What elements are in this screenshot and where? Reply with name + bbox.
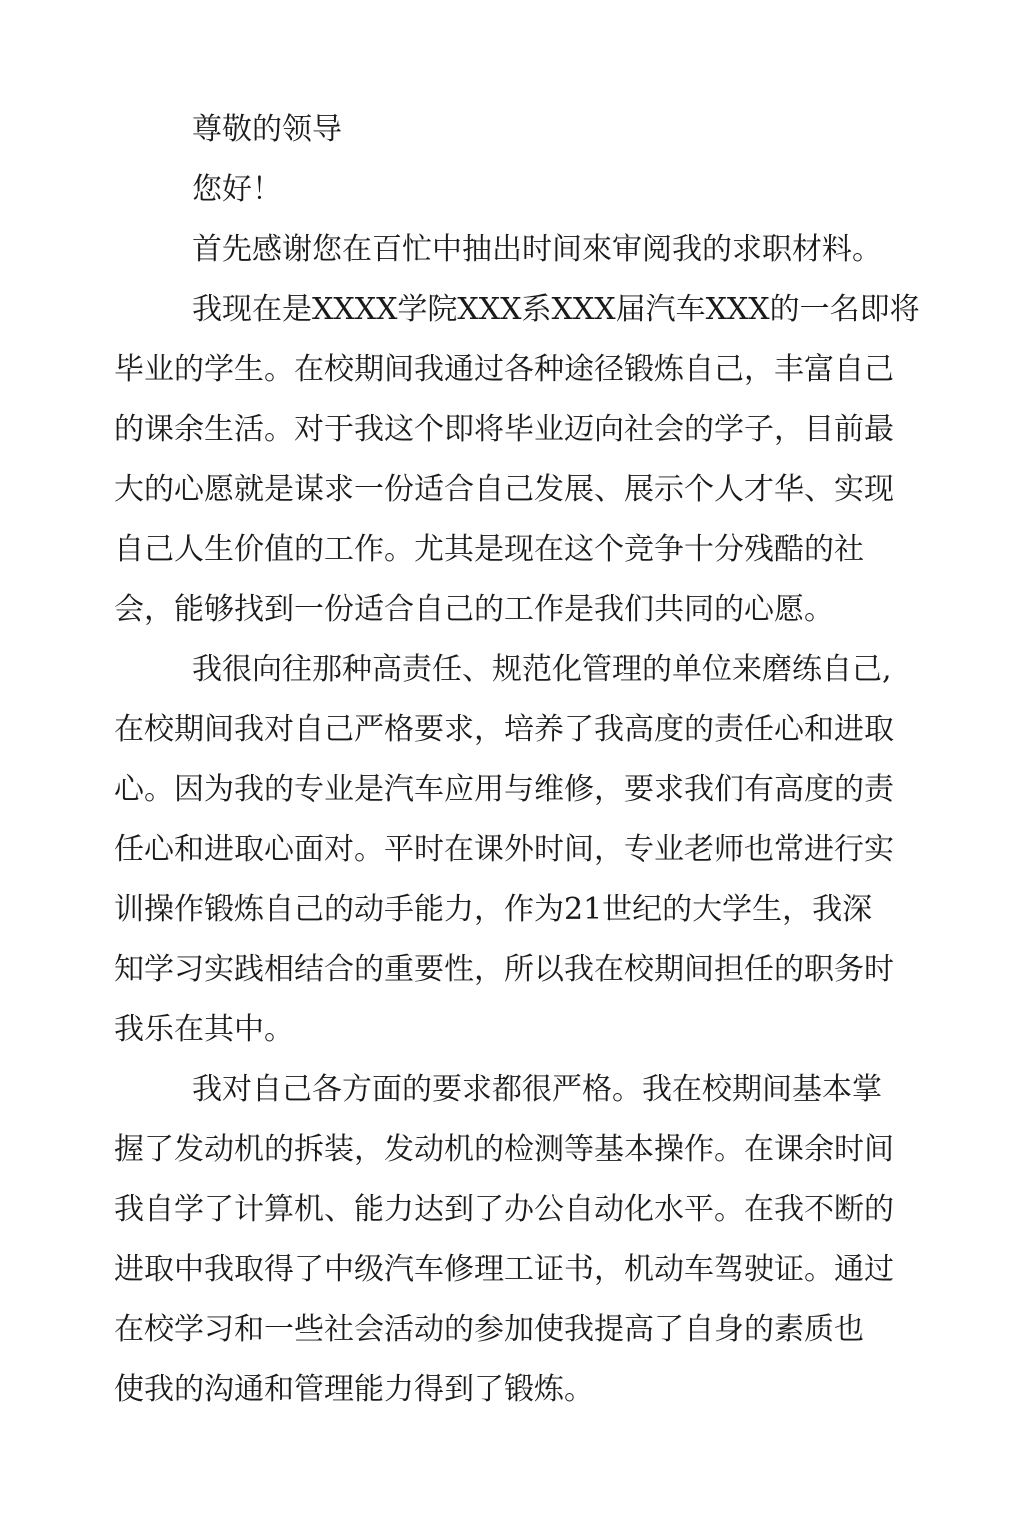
paragraph-line: 我现在是XXXX学院XXX系XXX届汽车XXX的一名即将 — [192, 292, 920, 327]
paragraph-line: 的课余生活。对于我这个即将毕业迈向社会的学子，目前最 — [114, 412, 894, 447]
paragraph-line: 首先感谢您在百忙中抽出时间來审阅我的求职材料。 — [192, 232, 882, 267]
paragraph-line: 握了发动机的拆装，发动机的检测等基本操作。在课余时间 — [114, 1132, 894, 1167]
paragraph-line: 我乐在其中。 — [114, 1012, 294, 1047]
paragraph-line: 自己人生价值的工作。尤其是现在这个竞争十分残酷的社 — [114, 532, 864, 567]
salutation: 尊敬的领导 — [192, 112, 342, 147]
paragraph-line: 知学习实践相结合的重要性，所以我在校期间担任的职务时 — [114, 952, 894, 987]
paragraph-line: 心。因为我的专业是汽车应用与维修，要求我们有高度的责 — [114, 772, 894, 807]
paragraph-line: 在校学习和一些社会活动的参加使我提高了自身的素质也 — [114, 1312, 864, 1347]
paragraph-line: 大的心愿就是谋求一份适合自己发展、展示个人才华、实现 — [114, 472, 894, 507]
paragraph-line: 训操作锻炼自己的动手能力，作为21世纪的大学生，我深 — [114, 892, 873, 927]
greeting: 您好！ — [192, 172, 282, 207]
paragraph-line: 毕业的学生。在校期间我通过各种途径锻炼自己，丰富自己 — [114, 352, 894, 387]
paragraph-line: 会，能够找到一份适合自己的工作是我们共同的心愿。 — [114, 592, 834, 627]
paragraph-line: 我很向往那种高责任、规范化管理的单位来磨练自己, — [192, 652, 892, 687]
paragraph-line: 任心和进取心面对。平时在课外时间，专业老师也常进行实 — [114, 832, 894, 867]
paragraph-line: 我对自己各方面的要求都很严格。我在校期间基本掌 — [192, 1072, 882, 1107]
paragraph-line: 在校期间我对自己严格要求，培养了我高度的责任心和进取 — [114, 712, 894, 747]
paragraph-line: 我自学了计算机、能力达到了办公自动化水平。在我不断的 — [114, 1192, 894, 1227]
paragraph-line: 使我的沟通和管理能力得到了锻炼。 — [114, 1372, 594, 1407]
paragraph-line: 进取中我取得了中级汽车修理工证书，机动车驾驶证。通过 — [114, 1252, 894, 1287]
